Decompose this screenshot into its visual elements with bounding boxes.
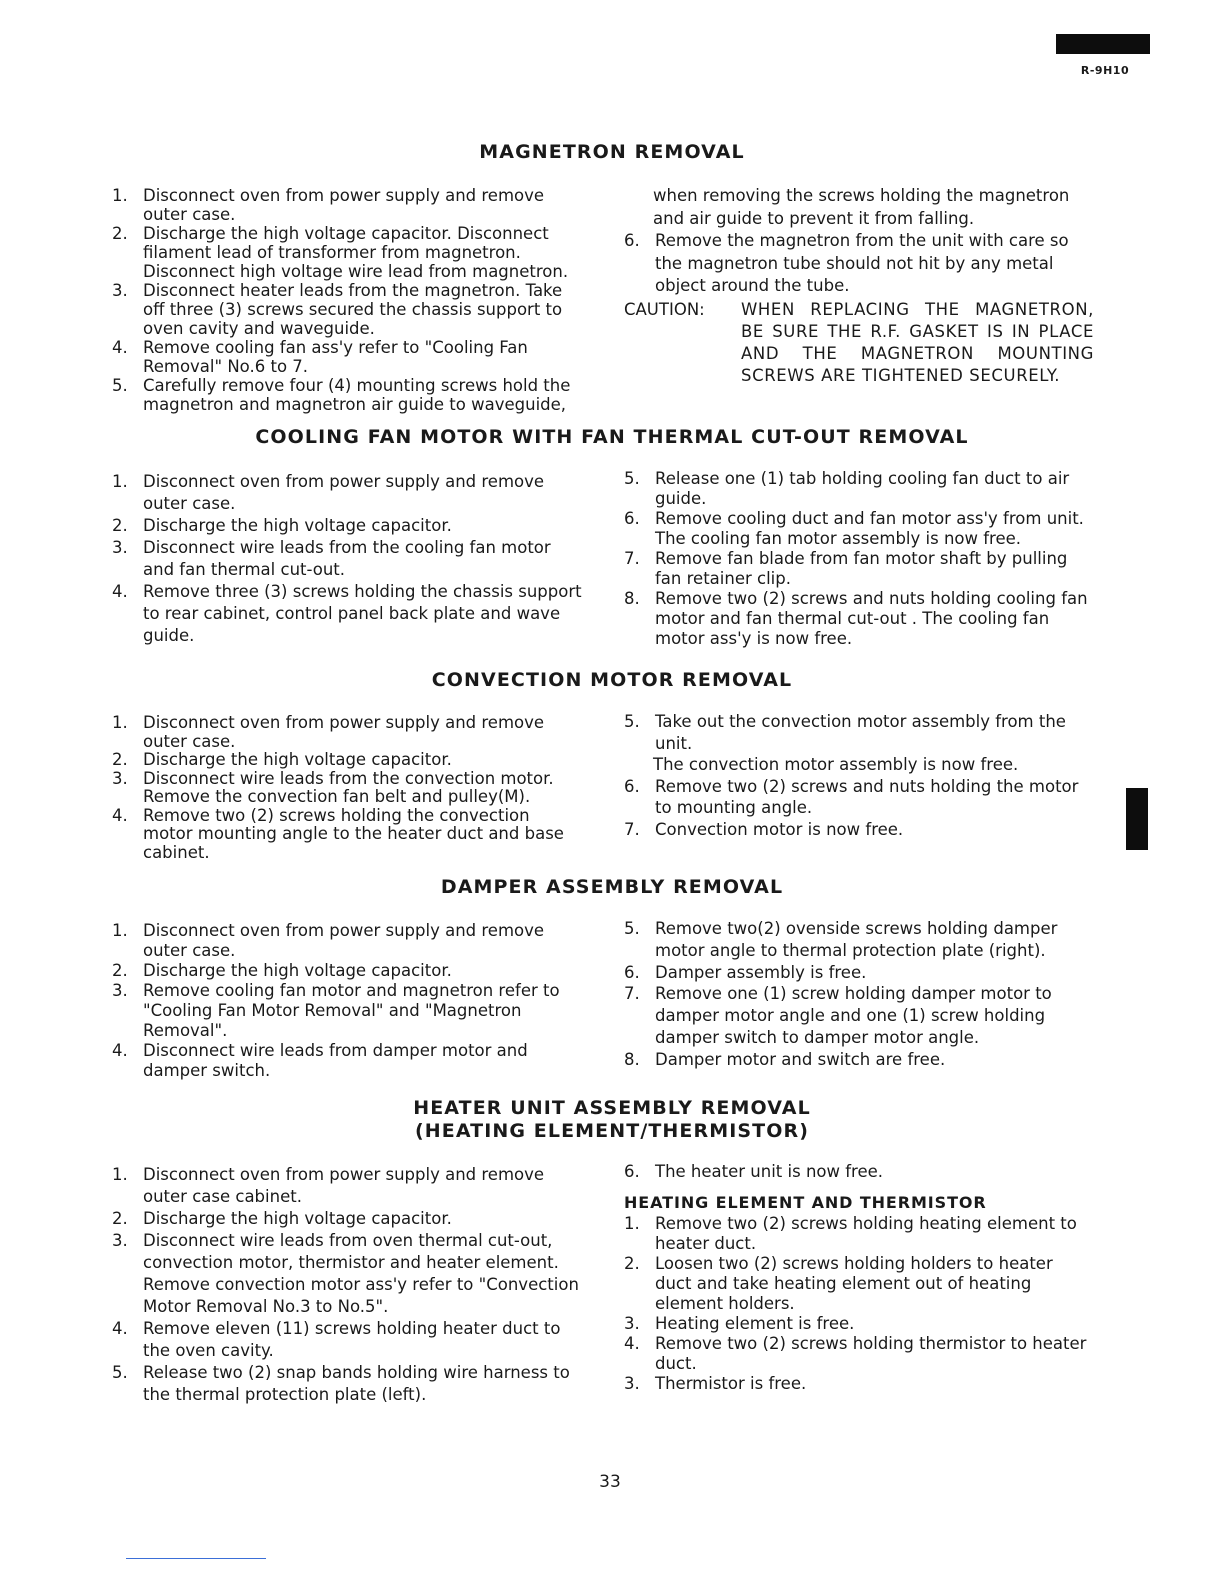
list-item — [624, 589, 1094, 649]
list-item — [112, 1041, 584, 1081]
magnetron-steps-list — [112, 186, 584, 414]
list-item — [112, 714, 584, 751]
step-number: 6. — [624, 509, 640, 528]
list-item — [624, 1162, 1094, 1182]
step-number: 7. — [624, 549, 640, 568]
step-text: Remove cooling duct and fan motor ass'y from unit. The cooling fan motor assembly is now free. — [655, 509, 1084, 548]
list-item — [624, 819, 1094, 841]
step-text: Discharge the high voltage capacitor. Disconnect filament lead of transformer from magnetron. Disconnect high voltage wire lead from magnetron. — [143, 224, 569, 281]
heater-left-column — [112, 1164, 584, 1406]
step-number: 3. — [112, 981, 128, 1000]
list-item — [624, 230, 1094, 298]
list-item — [112, 376, 584, 414]
damper-right-column — [624, 918, 1094, 1071]
cooling-fan-removal-title: COOLING FAN MOTOR WITH FAN THERMAL CUT-OUT REMOVAL — [255, 426, 969, 448]
list-item — [112, 1362, 584, 1406]
damper-steps-list-cont — [624, 918, 1094, 1071]
caution-note — [624, 299, 1094, 387]
step-text: Disconnect wire leads from the convection motor. Remove the convection fan belt and pulley(M). — [143, 768, 554, 806]
step-number: 3. — [112, 538, 128, 557]
list-item — [112, 770, 584, 807]
damper-steps-list — [112, 921, 584, 1081]
cooling-fan-steps-list — [112, 471, 584, 647]
step-number: 2. — [112, 224, 128, 243]
step-text: Remove two(2) ovenside screws holding damper motor angle to thermal protection plate (right). — [655, 919, 1058, 960]
step-number: 5. — [112, 1363, 128, 1382]
page-number: 33 — [599, 1472, 621, 1492]
magnetron-step-5-continued: when removing the screws holding the magnetron and air guide to prevent it from falling. — [653, 186, 1070, 228]
step-number: 1. — [624, 1214, 640, 1233]
step-number: 1. — [112, 921, 128, 940]
list-item — [112, 281, 584, 338]
step-number: 4. — [112, 338, 128, 357]
magnetron-removal-title: MAGNETRON REMOVAL — [479, 141, 745, 163]
convection-steps-list — [112, 714, 584, 862]
convection-left-column — [112, 714, 584, 862]
cooling-fan-left-column — [112, 471, 584, 647]
list-item — [112, 581, 584, 647]
list-item — [112, 1208, 584, 1230]
step-number: 4. — [112, 1041, 128, 1060]
list-item — [112, 1230, 584, 1318]
heater-steps-list-cont — [624, 1162, 1094, 1182]
step-text: Remove one (1) screw holding damper motor to damper motor angle and one (1) screw holding damper switch to damper motor angle. — [655, 984, 1052, 1047]
step-text: Discharge the high voltage capacitor. — [143, 1209, 452, 1228]
list-item — [624, 1314, 1094, 1334]
step-number: 1. — [112, 1165, 128, 1184]
step-number: 4. — [112, 1319, 128, 1338]
step-number: 4. — [624, 1334, 640, 1353]
step-text: Remove two (2) screws holding the convection motor mounting angle to the heater duct and base cabinet. — [143, 805, 564, 862]
step-number: 5. — [624, 712, 640, 731]
list-item — [624, 1254, 1094, 1314]
step-number: 3. — [624, 1314, 640, 1333]
list-item — [112, 224, 584, 281]
step-text: Remove two (2) screws holding thermistor to heater duct. — [655, 1334, 1087, 1373]
convection-right-column — [624, 711, 1094, 840]
convection-steps-list-cont-2 — [624, 776, 1094, 841]
convection-step-5-continued: The convection motor assembly is now free. — [653, 755, 1019, 774]
damper-assembly-removal-title: DAMPER ASSEMBLY REMOVAL — [440, 876, 784, 898]
list-item — [112, 537, 584, 581]
cooling-fan-right-column — [624, 469, 1094, 649]
step-number: 2. — [624, 1254, 640, 1273]
magnetron-right-column — [624, 185, 1094, 387]
step-number: 3. — [112, 1231, 128, 1250]
step-number: 3. — [112, 281, 128, 300]
step-text: Disconnect oven from power supply and remove outer case. — [143, 713, 545, 751]
step-number: 1. — [112, 713, 128, 732]
step-number: 8. — [624, 589, 640, 608]
step-text: Remove three (3) screws holding the chassis support to rear cabinet, control panel back plate and wave guide. — [143, 582, 582, 645]
step-number: 2. — [112, 1209, 128, 1228]
list-item — [112, 751, 584, 770]
list-item — [624, 918, 1094, 962]
step-text: Remove two (2) screws and nuts holding cooling fan motor and fan thermal cut-out . The cooling fan motor ass'y is now free. — [655, 589, 1088, 648]
step-text: Remove cooling fan motor and magnetron refer to "Cooling Fan Motor Removal" and "Magnetron Removal". — [143, 981, 560, 1040]
list-item — [112, 1318, 584, 1362]
step-text: Discharge the high voltage capacitor. — [143, 961, 452, 980]
step-text: Release two (2) snap bands holding wire harness to the thermal protection plate (left). — [143, 1363, 570, 1404]
heating-element-thermistor-subtitle: HEATING ELEMENT AND THERMISTOR — [624, 1193, 987, 1212]
step-number: 7. — [624, 984, 640, 1004]
step-number: 8. — [624, 1049, 640, 1069]
step-text: Disconnect oven from power supply and remove outer case. — [143, 186, 545, 224]
step-number: 1. — [112, 472, 128, 491]
step-text: Take out the convection motor assembly from the unit. — [655, 712, 1066, 753]
model-number: R-9H10 — [1080, 64, 1130, 77]
step-text: Heating element is free. — [655, 1314, 855, 1333]
step-text: Disconnect wire leads from oven thermal cut-out, convection motor, thermistor and heater element. Remove convection motor ass'y refer to "Convection Motor Removal No.3 to No.5". — [143, 1231, 579, 1316]
list-item — [112, 515, 584, 537]
step-text: Thermistor is free. — [655, 1374, 807, 1393]
list-item — [624, 549, 1094, 589]
caution-label: CAUTION: — [624, 299, 705, 319]
convection-steps-list-cont — [624, 711, 1094, 754]
list-item — [112, 807, 584, 863]
cooling-fan-steps-list-cont — [624, 469, 1094, 649]
step-text: Damper assembly is free. — [655, 962, 867, 982]
step-number: 2. — [112, 961, 128, 980]
list-item — [624, 1374, 1094, 1394]
step-text: Disconnect wire leads from the cooling fan motor and fan thermal cut-out. — [143, 538, 551, 579]
step-number: 6. — [624, 231, 640, 250]
list-item — [624, 962, 1094, 984]
step-text: Remove fan blade from fan motor shaft by pulling fan retainer clip. — [655, 549, 1068, 588]
list-item — [112, 186, 584, 224]
heater-right-column — [624, 1162, 1094, 1394]
step-text: Remove two (2) screws and nuts holding the motor to mounting angle. — [655, 776, 1079, 817]
step-number: 4. — [112, 805, 128, 825]
step-text: Carefully remove four (4) mounting screws hold the magnetron and magnetron air guide to waveguide, — [143, 376, 571, 414]
list-item — [112, 921, 584, 961]
step-number: 6. — [624, 1162, 640, 1181]
step-number: 4. — [112, 582, 128, 601]
list-item — [624, 983, 1094, 1048]
list-item — [624, 776, 1094, 819]
step-text: Disconnect wire leads from damper motor and damper switch. — [143, 1041, 528, 1080]
step-text: Loosen two (2) screws holding holders to heater duct and take heating element out of heating element holders. — [655, 1254, 1053, 1313]
list-item — [624, 1049, 1094, 1071]
heater-title-line-2: (HEATING ELEMENT/THERMISTOR) — [414, 1120, 810, 1142]
step-text: Remove the magnetron from the unit with care so the magnetron tube should not hit by any metal object around the tube. — [655, 231, 1069, 295]
step-text: Disconnect oven from power supply and remove outer case. — [143, 921, 545, 960]
side-marker-bar — [1126, 788, 1148, 850]
list-item — [112, 338, 584, 376]
magnetron-steps-list-cont — [624, 230, 1094, 298]
step-text: Disconnect oven from power supply and remove outer case. — [143, 472, 545, 513]
list-item — [624, 1214, 1094, 1254]
heater-unit-removal-title — [110, 1097, 1114, 1143]
step-number: 7. — [624, 819, 640, 839]
step-number: 2. — [112, 750, 128, 769]
corner-marker-bar — [1056, 34, 1150, 54]
step-number: 5. — [624, 919, 640, 938]
bottom-rule — [126, 1558, 266, 1559]
convection-motor-removal-title: CONVECTION MOTOR REMOVAL — [431, 669, 793, 691]
heater-title-line-1: HEATER UNIT ASSEMBLY REMOVAL — [413, 1097, 811, 1119]
step-text: Release one (1) tab holding cooling fan duct to air guide. — [655, 469, 1070, 508]
step-text: Remove two (2) screws holding heating element to heater duct. — [655, 1214, 1077, 1253]
step-text: Remove eleven (11) screws holding heater duct to the oven cavity. — [143, 1319, 561, 1360]
step-text: Disconnect heater leads from the magnetron. Take off three (3) screws secured the chassis support to oven cavity and waveguide. — [143, 281, 563, 338]
list-item — [624, 1334, 1094, 1374]
heater-steps-list — [112, 1164, 584, 1406]
step-number: 5. — [112, 376, 128, 395]
step-number: 3. — [112, 768, 128, 788]
list-item — [112, 981, 584, 1041]
magnetron-left-column — [112, 186, 584, 414]
step-text: Discharge the high voltage capacitor. — [143, 516, 452, 535]
list-item — [624, 711, 1094, 754]
step-text: Remove cooling fan ass'y refer to "Cooling Fan Removal" No.6 to 7. — [143, 338, 528, 376]
caution-text: WHEN REPLACING THE MAGNETRON, BE SURE THE R.F. GASKET IS IN PLACE AND THE MAGNETRON MOUNTING SCREWS ARE TIGHTENED SECURELY. — [741, 299, 1094, 385]
step-text: Convection motor is now free. — [655, 819, 904, 839]
list-item — [112, 961, 584, 981]
damper-left-column — [112, 921, 584, 1081]
list-item — [112, 471, 584, 515]
step-text: Discharge the high voltage capacitor. — [143, 750, 452, 769]
heating-element-steps-list — [624, 1214, 1094, 1394]
step-number: 6. — [624, 776, 640, 796]
step-number: 6. — [624, 962, 640, 982]
list-item — [112, 1164, 584, 1208]
step-text: Disconnect oven from power supply and remove outer case cabinet. — [143, 1165, 545, 1206]
step-number: 2. — [112, 516, 128, 535]
step-text: The heater unit is now free. — [655, 1162, 884, 1181]
step-number: 3. — [624, 1374, 640, 1393]
step-number: 5. — [624, 469, 640, 488]
list-item — [624, 469, 1094, 509]
step-number: 1. — [112, 186, 128, 205]
list-item — [624, 509, 1094, 549]
step-text: Damper motor and switch are free. — [655, 1049, 946, 1069]
